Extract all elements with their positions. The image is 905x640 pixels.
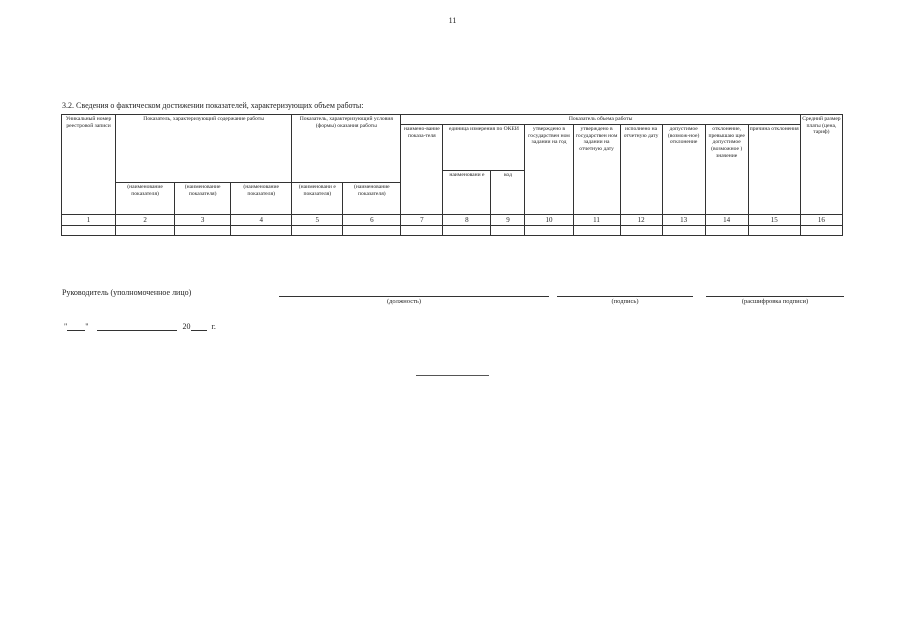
section-title: 3.2. Сведения о фактическом достижении показателей, характеризующих объем работы: <box>62 101 364 110</box>
table-cell[interactable] <box>800 226 842 236</box>
column-number: 5 <box>292 215 343 226</box>
header-work-content-indicator: Показатель, характеризующий содержание работы <box>116 115 292 183</box>
column-number: 3 <box>175 215 231 226</box>
subheader-condition-indicator-1: (наименовани е показателя) <box>292 183 343 215</box>
column-number: 15 <box>748 215 800 226</box>
signature-decoding-line[interactable] <box>706 296 844 297</box>
signature-decoding-caption: (расшифровка подписи) <box>741 298 809 305</box>
column-number: 2 <box>116 215 175 226</box>
table-cell[interactable] <box>748 226 800 236</box>
subheader-content-indicator-2: (наименование показателя) <box>175 183 231 215</box>
table-cell[interactable] <box>662 226 705 236</box>
header-exceeding-deviation: отклонение, превышаю щее допустимое (возможное ) значение <box>705 125 748 215</box>
table-cell[interactable] <box>401 226 443 236</box>
column-number-row <box>62 215 843 226</box>
table-cell[interactable] <box>231 226 292 236</box>
year-prefix: 20 <box>182 322 191 331</box>
header-deviation-reason: причина отклонения <box>748 125 800 215</box>
header-work-conditions-indicator: Показатель, характеризующий условия (формы) оказания работы <box>292 115 401 183</box>
date-line <box>64 322 216 331</box>
work-volume-table <box>61 114 843 236</box>
subheader-content-indicator-1: (наименование показателя) <box>116 183 175 215</box>
table-cell[interactable] <box>525 226 573 236</box>
table-cell[interactable] <box>491 226 525 236</box>
position-caption: (должность) <box>386 298 422 305</box>
footer-divider <box>416 375 489 376</box>
column-number: 1 <box>62 215 116 226</box>
header-executed: исполнено на отчетную дату <box>620 125 662 215</box>
table-cell[interactable] <box>620 226 662 236</box>
date-open-quote: " <box>64 322 68 331</box>
header-unique-record-number: Уникальный номер реестровой записи <box>62 115 116 215</box>
header-unit-name: наименовани е <box>443 171 491 215</box>
header-work-volume-indicator: Показатель объема работы <box>401 115 800 125</box>
header-unit-code: код <box>491 171 525 215</box>
table-cell[interactable] <box>705 226 748 236</box>
column-number: 9 <box>491 215 525 226</box>
month-blank[interactable] <box>97 322 177 331</box>
header-allowed-deviation: допустимое (возмож-ное) отклонение <box>662 125 705 215</box>
subheader-condition-indicator-2: (наименование показателя) <box>343 183 401 215</box>
table-cell[interactable] <box>343 226 401 236</box>
column-number: 4 <box>231 215 292 226</box>
column-number: 8 <box>443 215 491 226</box>
table-cell[interactable] <box>443 226 491 236</box>
column-number: 10 <box>525 215 573 226</box>
table-cell[interactable] <box>116 226 175 236</box>
day-blank[interactable] <box>67 322 85 331</box>
table-cell[interactable] <box>573 226 620 236</box>
position-line[interactable] <box>279 296 549 297</box>
header-unit-okei: единица измерения по ОКЕИ <box>443 125 525 171</box>
header-average-price: Средний размер платы (цена, тариф) <box>800 115 842 215</box>
column-number: 16 <box>800 215 842 226</box>
manager-label: Руководитель (уполномоченное лицо) <box>62 288 192 297</box>
column-number: 6 <box>343 215 401 226</box>
signature-caption: (подпись) <box>611 298 639 305</box>
table-cell[interactable] <box>62 226 116 236</box>
empty-data-row <box>62 226 843 236</box>
header-approved-reporting-date: утверждено в государствен ном задании на отчетную дату <box>573 125 620 215</box>
column-number: 11 <box>573 215 620 226</box>
signature-line[interactable] <box>557 296 693 297</box>
column-number: 12 <box>620 215 662 226</box>
column-number: 13 <box>662 215 705 226</box>
year-blank[interactable] <box>191 322 207 331</box>
header-approved-year: утверждено в государствен ном задании на год <box>525 125 573 215</box>
table-cell[interactable] <box>175 226 231 236</box>
header-indicator-name: наимено-вание показа-теля <box>401 125 443 215</box>
subheader-content-indicator-3: (наименование показателя) <box>231 183 292 215</box>
table-cell[interactable] <box>292 226 343 236</box>
column-number: 14 <box>705 215 748 226</box>
date-close-quote: " <box>85 322 89 331</box>
page-number: 11 <box>448 16 457 25</box>
column-number: 7 <box>401 215 443 226</box>
year-suffix: г. <box>211 322 216 331</box>
